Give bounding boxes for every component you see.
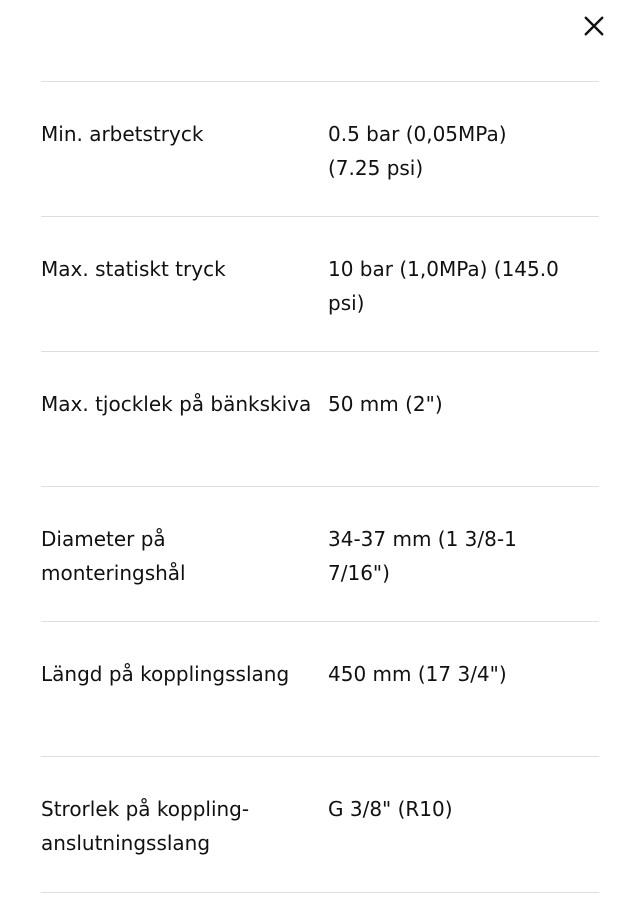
spec-value: G 3/8" (R10) — [328, 797, 453, 821]
spec-label: Max. tjocklek på bänkskiva — [41, 392, 312, 416]
spec-row-mounting-hole-diameter — [41, 486, 599, 621]
spec-row-max-countertop-thickness — [41, 351, 599, 486]
spec-row-connection-hose-length — [41, 621, 599, 756]
spec-label: Diameter på monteringshål — [41, 527, 186, 585]
spec-label: Min. arbetstryck — [41, 122, 204, 146]
spec-value: 34-37 mm (1 3/8-1 7/16") — [328, 527, 517, 585]
close-button[interactable] — [576, 8, 612, 44]
spec-row-connection-hose-size — [41, 756, 599, 893]
spec-label: Strorlek på koppling-anslutningsslang — [41, 797, 250, 855]
spec-value: 50 mm (2") — [328, 392, 443, 416]
spec-row-min-working-pressure — [41, 81, 599, 216]
spec-label: Max. statiskt tryck — [41, 257, 226, 281]
spec-label: Längd på kopplingsslang — [41, 662, 290, 686]
specification-list — [41, 81, 599, 893]
close-icon — [583, 15, 605, 37]
spec-value: 0.5 bar (0,05MPa) (7.25 psi) — [328, 122, 507, 180]
spec-value: 10 bar (1,0MPa) (145.0 psi) — [328, 257, 559, 315]
spec-value: 450 mm (17 3/4") — [328, 662, 507, 686]
spec-row-max-static-pressure — [41, 216, 599, 351]
